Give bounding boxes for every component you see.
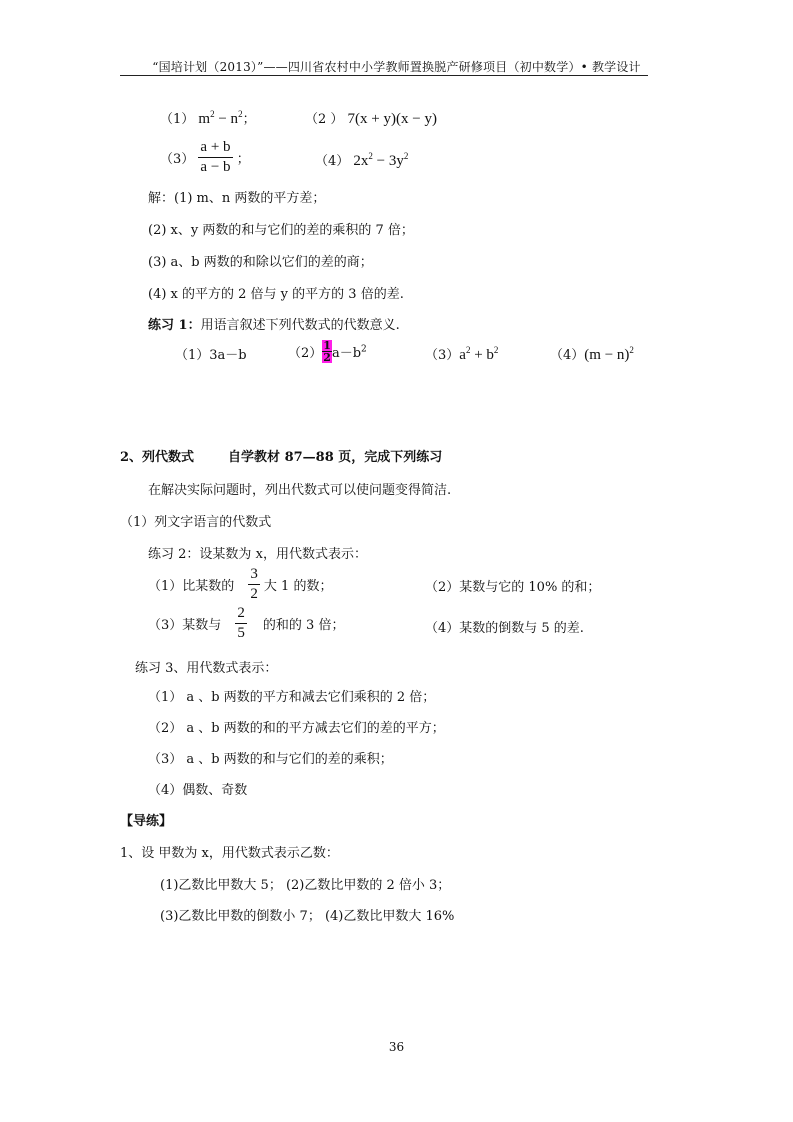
solution-line-2: (2) x、y 两数的和与它们的差的乘积的 7 倍； xyxy=(148,223,414,238)
page-header: “国培计划（2013）”——四川省农村中小学教师置换脱产研修项目（初中数学）• 教学设计 xyxy=(152,60,641,74)
item-label: （1） xyxy=(160,112,195,127)
example-item-3: （3） $\frac{a + b}{a - b}$ ； xyxy=(160,139,250,175)
exercise-2-title: 练习 2：设某数为 x，用代数式表示： xyxy=(148,546,368,562)
section-2-heading: 2、列代数式 自学教材 87—88 页，完成下列练习 xyxy=(120,450,443,465)
guide-line-2: (3)乙数比甲数的倒数小 7； (4)乙数比甲数大 16% xyxy=(160,909,455,924)
section-2-sub1: （1）列文字语言的代数式 xyxy=(120,515,272,530)
exercise-1-item-4: $(4)(m - n)^2$ xyxy=(550,345,634,363)
exercise-2-item-4: （4）某数的倒数与 5 的差. xyxy=(425,621,584,636)
solution-line-4: (4) x 的平方的 2 倍与 y 的平方的 3 倍的差. xyxy=(148,287,404,302)
fraction: $\frac{3}{2}$ xyxy=(250,566,258,602)
exercise-1-item-1: （1）3a－b xyxy=(175,348,247,363)
guide-line-1: (1)乙数比甲数大 5； (2)乙数比甲数的 2 倍小 3； xyxy=(160,878,451,893)
solution-line-1: 解：(1) m、n 两数的平方差； xyxy=(148,191,326,206)
item-expr: 7(x + y)(x − y) xyxy=(347,111,437,127)
fraction: $\frac{2}{5}$ xyxy=(237,605,245,641)
guide-heading: 【导练】 xyxy=(120,814,173,829)
header-rule xyxy=(120,75,648,76)
page-number: 36 xyxy=(388,1040,405,1054)
example-item-2 xyxy=(305,108,437,128)
exercise-1-item-2: （2） $\frac{1}{2}$ $a-b^2$ xyxy=(288,339,367,364)
section-2-intro: 在解决实际问题时，列出代数式可以使问题变得简洁. xyxy=(148,483,452,498)
item-label: （2 ） xyxy=(305,112,344,127)
exercise-3-item-2: （2） a 、b 两数的和的平方减去它们的差的平方； xyxy=(148,721,445,736)
highlighted-fraction: $\frac{1}{2}$ xyxy=(323,339,331,364)
exercise-2-item-1: （1）比某数的 $\frac{3}{2}$ 大 1 的数； xyxy=(148,566,333,602)
exercise-3-item-3: （3） a 、b 两数的和与它们的差的乘积； xyxy=(148,752,393,767)
exercise-3-item-4: （4）偶数、奇数 xyxy=(148,783,248,798)
solution-line-3: (3) a、b 两数的和除以它们的差的商； xyxy=(148,255,373,270)
guide-question-1: 1、设 甲数为 x，用代数式表示乙数： xyxy=(120,846,339,861)
exercise-2-item-2: （2）某数与它的 10% 的和； xyxy=(425,580,601,595)
item-expr: $2x^2 - 3y^2$ xyxy=(353,151,409,169)
item-expr: $m^2 - n^2$； xyxy=(198,109,256,127)
exercise-1-text: 用语言叙述下列代数式的代数意义. xyxy=(200,318,400,333)
example-item-1 xyxy=(160,108,256,128)
exercise-3-item-1: （1） a 、b 两数的平方和减去它们乘积的 2 倍； xyxy=(148,690,436,705)
exercise-1-item-3: $(3)a^2 + b^2$ xyxy=(425,345,499,363)
item-label: （4） xyxy=(315,154,350,169)
exercise-2-item-3: （3）某数与 $\frac{2}{5}$ 的和的 3 倍； xyxy=(148,605,345,641)
exercise-1-title: 练习 1： xyxy=(148,318,201,333)
example-item-4 xyxy=(315,150,408,170)
exercise-1 xyxy=(148,314,400,333)
item-fraction: $\frac{a + b}{a - b}$ xyxy=(200,139,231,175)
exercise-3-title: 练习 3、用代数式表示： xyxy=(135,661,278,676)
item-label: （3） xyxy=(160,152,195,167)
